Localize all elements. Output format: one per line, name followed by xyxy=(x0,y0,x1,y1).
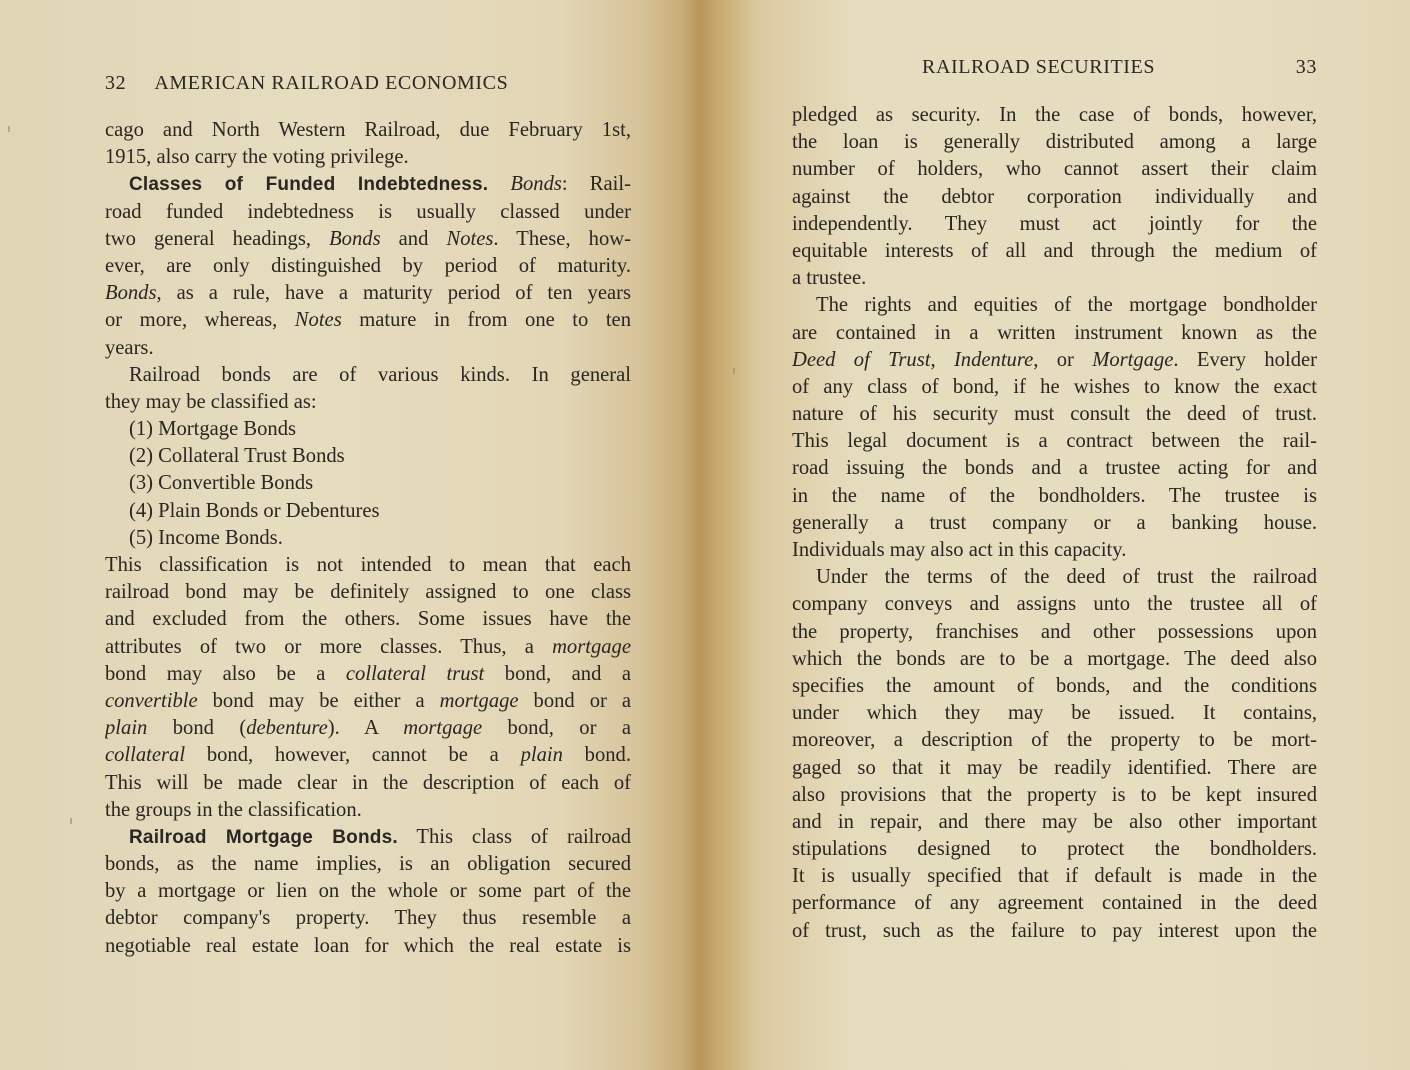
text-run: (5) Income Bonds. xyxy=(129,526,283,549)
running-head-title-right: RAILROAD SECURITIES xyxy=(922,56,1156,78)
italic-term: convertible xyxy=(105,689,198,712)
text-line xyxy=(792,591,1317,618)
italic-term: plain xyxy=(105,717,148,740)
text-run: road issuing the bonds and a trustee acting for and xyxy=(792,457,1317,480)
text-run: against the debtor corporation individually and xyxy=(792,185,1317,208)
text-run: (3) Convertible Bonds xyxy=(129,472,314,495)
text-run: and in repair, and there may be also other important xyxy=(792,810,1317,833)
paper-speck xyxy=(70,818,72,824)
text-line xyxy=(792,537,1317,564)
text-run: railroad bond may be definitely assigned to one class xyxy=(105,581,631,604)
text-run: gaged so that it may be readily identified. There are xyxy=(792,756,1317,779)
text-run: performance of any agreement contained in the deed xyxy=(792,892,1317,915)
text-run: also provisions that the property is to be kept insured xyxy=(792,783,1317,806)
text-line xyxy=(105,634,631,661)
text-run: moreover, a description of the property to be mort- xyxy=(792,729,1317,752)
text-run: : Rail- xyxy=(561,173,631,196)
text-run: cago and North Western Railroad, due February 1st, xyxy=(105,119,631,141)
running-head-left xyxy=(105,72,508,95)
text-line xyxy=(105,470,631,497)
text-run: bonds, as the name implies, is an obligation secured xyxy=(105,853,631,876)
text-line xyxy=(105,443,631,470)
text-run: (4) Plain Bonds or Debentures xyxy=(129,499,380,522)
text-line xyxy=(792,455,1317,482)
italic-term: collateral trust xyxy=(345,662,485,685)
text-line xyxy=(792,673,1317,700)
text-run: , as a rule, have a maturity period of ten years xyxy=(156,282,631,305)
text-run: road funded indebtedness is usually classed under xyxy=(105,200,631,223)
text-line xyxy=(105,688,631,715)
italic-term: Indenture xyxy=(953,348,1034,371)
section-heading: Railroad Mortgage Bonds. xyxy=(129,826,398,848)
page-number-left: 32 xyxy=(105,72,127,94)
italic-term: Deed of Trust xyxy=(792,348,931,371)
text-run: which the bonds are to be a mortgage. The deed also xyxy=(792,647,1317,670)
text-run: This classification is not intended to mean that each xyxy=(105,554,631,576)
text-line xyxy=(105,226,631,253)
text-line xyxy=(792,211,1317,238)
text-run: stipulations designed to protect the bondholders. xyxy=(792,838,1317,861)
text-line xyxy=(792,184,1317,211)
text-run: company conveys and assigns unto the trustee all of xyxy=(792,593,1317,616)
text-run: negotiable real estate loan for which the real estate is xyxy=(105,934,631,957)
text-run: mature in from one to ten xyxy=(341,309,631,332)
text-line xyxy=(105,335,631,362)
text-run: bond, and a xyxy=(484,662,631,685)
text-run: they may be classified as: xyxy=(105,390,317,413)
text-line xyxy=(105,797,631,824)
text-run: This legal document is a contract between the rail- xyxy=(792,430,1317,453)
text-line xyxy=(792,292,1317,319)
text-run: and excluded from the others. Some issues have the xyxy=(105,608,631,631)
text-line xyxy=(105,579,631,606)
text-line xyxy=(105,362,631,389)
text-line xyxy=(792,428,1317,455)
text-run: (2) Collateral Trust Bonds xyxy=(129,445,345,468)
text-run: bond. xyxy=(562,744,631,767)
italic-term: Bonds xyxy=(105,282,157,305)
text-run: bond, however, cannot be a xyxy=(185,744,521,767)
italic-term: Notes xyxy=(446,227,494,250)
left-page-body xyxy=(105,117,631,960)
text-line xyxy=(105,307,631,334)
text-line xyxy=(792,646,1317,673)
text-run: equitable interests of all and through the medium of xyxy=(792,239,1317,262)
text-run: 1915, also carry the voting privilege. xyxy=(105,146,409,169)
text-run: bond or a xyxy=(518,689,631,712)
text-line xyxy=(105,933,631,960)
italic-term: collateral xyxy=(105,744,186,767)
text-run: (1) Mortgage Bonds xyxy=(129,418,297,441)
text-line xyxy=(105,770,631,797)
text-run: This class of railroad xyxy=(397,825,631,848)
text-line xyxy=(792,320,1317,347)
text-line xyxy=(792,755,1317,782)
text-line xyxy=(792,727,1317,754)
italic-term: Notes xyxy=(294,309,342,332)
text-run: bond ( xyxy=(147,717,247,740)
text-run: attributes of two or more classes. Thus, a xyxy=(105,635,553,658)
text-run: independently. They must act jointly for the xyxy=(792,212,1317,235)
text-line xyxy=(105,851,631,878)
text-line xyxy=(105,905,631,932)
page-number-right: 33 xyxy=(1295,56,1317,78)
text-run: It is usually specified that if default is made in the xyxy=(792,865,1317,888)
text-line xyxy=(792,890,1317,917)
text-line xyxy=(105,606,631,633)
text-run: ever, are only distinguished by period of maturity. xyxy=(105,254,631,277)
text-line xyxy=(105,661,631,688)
text-run: Individuals may also act in this capacity. xyxy=(792,539,1127,561)
text-line xyxy=(105,144,631,171)
text-line xyxy=(792,483,1317,510)
text-run: debtor company's property. They thus resemble a xyxy=(105,907,631,930)
text-run xyxy=(488,173,510,195)
text-line xyxy=(105,199,631,226)
text-run: pledged as security. In the case of bonds, however, xyxy=(792,104,1317,126)
text-run: bond may be either a xyxy=(197,689,440,712)
text-line xyxy=(105,389,631,416)
text-line xyxy=(105,878,631,905)
text-line xyxy=(792,564,1317,591)
text-run: The rights and equities of the mortgage bondholder xyxy=(816,294,1317,317)
text-run: two general headings, xyxy=(105,227,330,250)
text-run: a trustee. xyxy=(792,267,867,290)
text-line xyxy=(792,347,1317,374)
text-line xyxy=(105,171,631,198)
text-line xyxy=(792,782,1317,809)
text-run: under which they may be issued. It contains, xyxy=(792,702,1317,725)
section-heading: Classes of Funded Indebtedness. xyxy=(129,174,489,196)
text-line xyxy=(792,619,1317,646)
text-line xyxy=(792,238,1317,265)
text-run: . Every holder xyxy=(1173,348,1317,371)
italic-term: Bonds xyxy=(510,173,562,196)
text-run: number of holders, who cannot assert their claim xyxy=(792,158,1317,181)
text-line xyxy=(792,836,1317,863)
text-run: Railroad bonds are of various kinds. In general xyxy=(129,363,631,386)
text-line xyxy=(792,129,1317,156)
text-run: This will be made clear in the description of each of xyxy=(105,771,631,794)
text-line xyxy=(105,280,631,307)
text-run: bond may also be a xyxy=(105,662,346,685)
text-run: ). A xyxy=(327,717,404,740)
text-run: by a mortgage or lien on the whole or some part of the xyxy=(105,880,631,903)
italic-term: mortgage xyxy=(552,635,631,658)
text-run: of trust, such as the failure to pay interest upon the xyxy=(792,919,1317,942)
paper-speck xyxy=(8,126,10,132)
text-line xyxy=(792,374,1317,401)
text-run: bond, or a xyxy=(482,717,631,740)
text-run: in the name of the bondholders. The trustee is xyxy=(792,484,1317,507)
text-line xyxy=(105,742,631,769)
text-line xyxy=(105,552,631,579)
text-run: the loan is generally distributed among a large xyxy=(792,131,1317,154)
text-line xyxy=(105,715,631,742)
text-run: generally a trust company or a banking house. xyxy=(792,511,1317,534)
text-run: specifies the amount of bonds, and the conditions xyxy=(792,674,1317,697)
text-run: , xyxy=(930,348,954,371)
italic-term: Mortgage xyxy=(1092,348,1174,371)
text-line xyxy=(792,265,1317,292)
text-line xyxy=(792,102,1317,129)
text-run: the groups in the classification. xyxy=(105,798,362,821)
running-head-title-left: AMERICAN RAILROAD ECONOMICS xyxy=(154,72,509,94)
text-line xyxy=(792,700,1317,727)
text-run: nature of his security must consult the deed of trust. xyxy=(792,403,1317,426)
right-page-body xyxy=(792,102,1317,945)
text-run: are contained in a written instrument known as the xyxy=(792,321,1317,344)
text-line xyxy=(105,498,631,525)
italic-term: mortgage xyxy=(439,689,519,712)
italic-term: mortgage xyxy=(403,717,483,740)
text-run: , or xyxy=(1033,348,1093,371)
text-line xyxy=(792,510,1317,537)
text-line xyxy=(792,809,1317,836)
text-line xyxy=(792,401,1317,428)
text-run: or more, whereas, xyxy=(105,309,295,332)
text-line xyxy=(105,824,631,851)
text-line xyxy=(105,117,631,144)
text-line xyxy=(792,918,1317,945)
text-line xyxy=(105,525,631,552)
paper-speck xyxy=(733,368,735,374)
text-run: of any class of bond, if he wishes to know the exact xyxy=(792,375,1317,398)
italic-term: Bonds xyxy=(329,227,381,250)
text-run: and xyxy=(380,227,447,250)
text-line xyxy=(105,416,631,443)
text-run: years. xyxy=(105,336,154,359)
text-run: Under the terms of the deed of trust the railroad xyxy=(816,566,1317,589)
text-line xyxy=(792,863,1317,890)
italic-term: debenture xyxy=(246,717,328,740)
text-line xyxy=(105,253,631,280)
text-run: the property, franchises and other possessions upon xyxy=(792,620,1317,643)
italic-term: plain xyxy=(520,744,563,767)
text-line xyxy=(792,156,1317,183)
text-run: . These, how- xyxy=(493,227,631,250)
